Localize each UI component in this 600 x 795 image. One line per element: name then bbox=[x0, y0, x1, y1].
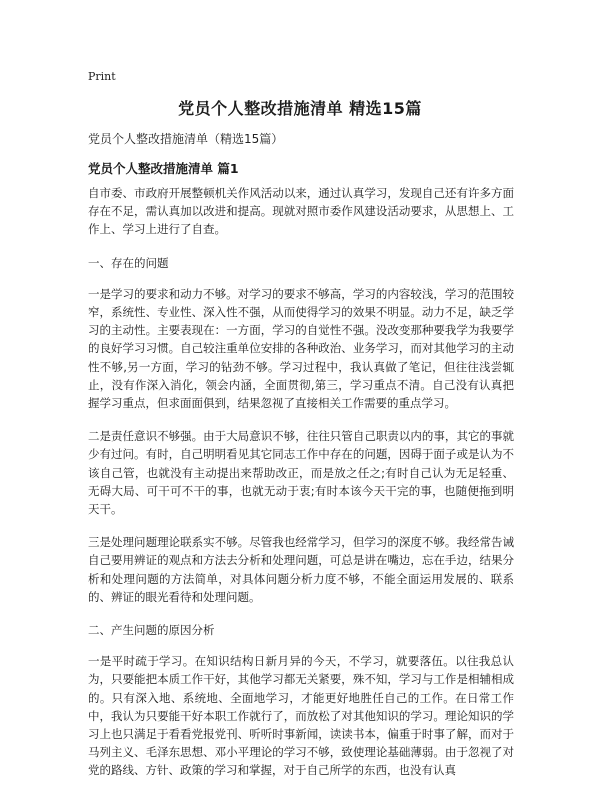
paragraph: 二是责任意识不够强。由于大局意识不够，往往只管自己职责以内的事，其它的事就少有过问。有时，自己明明看见其它同志工作中存在的问题，因碍于面子或是认为不该自己管，也就没有主动提出来帮助改正，而是放之任之;有时自己认为无足轻重、无碍大局、可干可不干的事，也就无动于衷;有时本该今天干完的事，也随便拖到明天干。 bbox=[88, 429, 514, 517]
document-title: 党员个人整改措施清单 精选15篇 bbox=[178, 99, 422, 118]
paragraph: 一是平时疏于学习。在知识结构日新月异的今天，不学习，就要落伍。以往我总认为，只要能把本质工作干好，其他学习都无关紧要，殊不知，学习与工作是相辅相成的。只有深入地、系统地、全面地学习，才能更好地胜任自己的工作。在日常工作中，我认为只要能干好本职工作就行了，而放松了对其他知识的学习。理论知识的学习上也只满足于看看党报党刊、听听时事新闻，读读书本，偏重于时事了解，而对于马列主义、毛泽东思想、邓小平理论的学习不够，致使理论基础薄弱。由于忽视了对党的路线、方针、政策的学习和掌握，对于自己所学的东西，也没有认真 bbox=[88, 654, 514, 778]
section-heading: 党员个人整改措施清单 篇1 bbox=[88, 161, 239, 176]
document-body bbox=[88, 184, 514, 795]
section-subheading: 一、存在的问题 bbox=[88, 255, 169, 270]
print-label: Print bbox=[88, 70, 116, 83]
document-subtitle: 党员个人整改措施清单（精选15篇） bbox=[88, 132, 284, 146]
paragraph: 三是处理问题理论联系实不够。尽管我也经常学习，但学习的深度不够。我经常告诫自己要用辨证的观点和方法去分析和处理问题，可总是讲在嘴边，忘在手边，结果分析和处理问题的方法简单，对具体问题分析力度不够，不能全面运用发展的、联系的、辨证的眼光看待和处理问题。 bbox=[88, 535, 514, 604]
paragraph: 一是学习的要求和动力不够。对学习的要求不够高，学习的内容较浅，学习的范围较窄，系统性、专业性、深入性不强，从而使得学习的效果不明显。动力不足，缺乏学习的主动性。主要表现在：一方面，学习的自觉性不强。没改变那种要我学为我要学的良好学习习惯。自己较注重单位安排的各种政治、业务学习，而对其他学习的主动性不够,另一方面，学习的钻劲不够。学习过程中，我认真做了笔记，但往往浅尝辄止，没有作深入消化，领会内涵，全面贯彻,第三，学习重点不清。自己没有认真把握学习重点，但求面面俱到，结果忽视了直接相关工作需要的重点学习。 bbox=[88, 286, 514, 411]
paragraph: 自市委、市政府开展整顿机关作风活动以来，通过认真学习，发现自己还有许多方面存在不足，需认真加以改进和提高。现就对照市委作风建设活动要求，从思想上、工作上、学习上进行了自查。 bbox=[88, 186, 514, 237]
section-subheading: 二、产生问题的原因分析 bbox=[88, 623, 215, 638]
